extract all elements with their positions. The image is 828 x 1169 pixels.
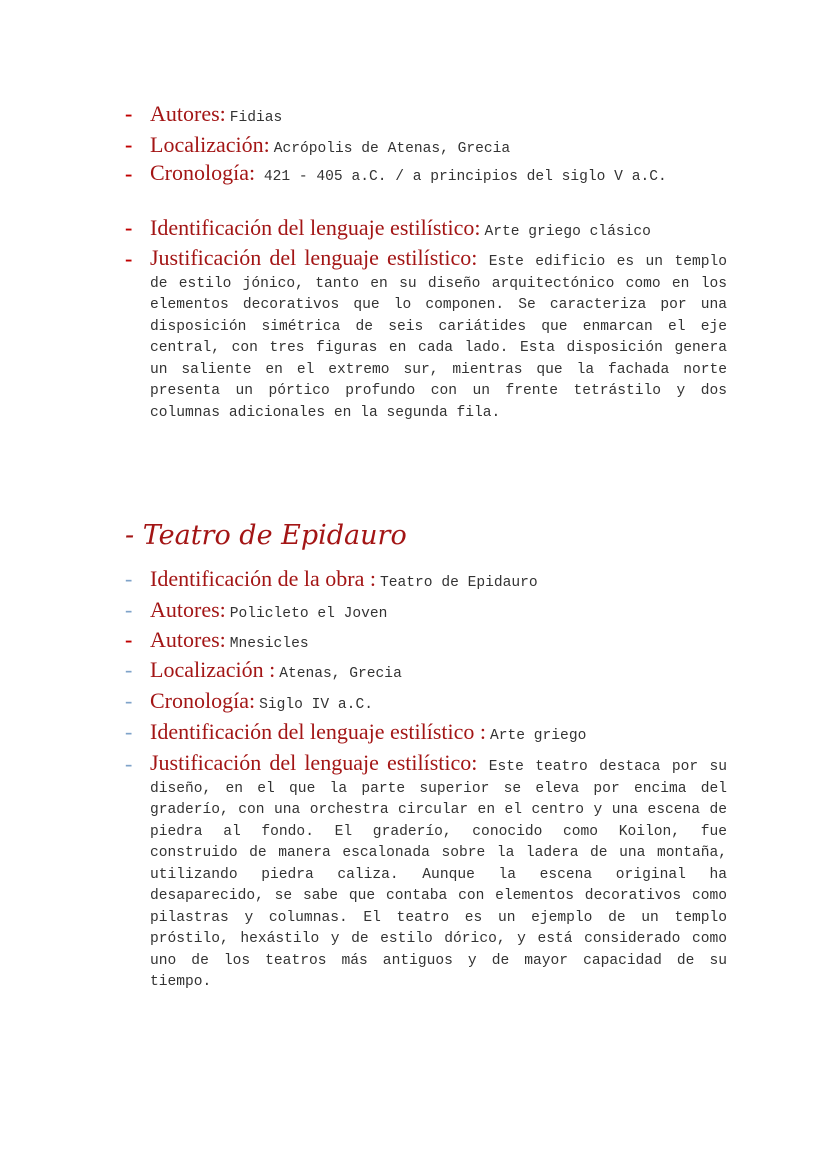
bullet-dash: - [125, 627, 133, 652]
field-label: Autores: [150, 627, 226, 652]
field-autores [125, 597, 727, 623]
bullet-dash: - [125, 246, 133, 271]
bullet-dash: - [125, 751, 133, 776]
bullet-dash: - [125, 215, 133, 240]
field-identificacion-lenguaje [125, 719, 727, 745]
field-value: Este edificio es un templo de estilo jónico, tanto en su diseño arquitectónico como en los elementos decorativos que lo componen. Se caracteriza por una disposición simétrica de seis cariátides que enmarcan el eje central, con tres figuras en cada lado. Esta disposición genera un saliente en el extremo sur, mientras que la fachada norte presenta un pórtico profundo con un frente tetrástilo y dos columnas adicionales en la segunda fila. [150, 254, 727, 421]
field-value: Acrópolis de Atenas, Grecia [273, 141, 511, 157]
field-value: Policleto el Joven [229, 606, 388, 622]
field-value: Siglo IV a.C. [259, 697, 373, 713]
field-label: Justificación del lenguaje estilístico: [150, 750, 478, 775]
field-value: Este teatro destaca por su diseño, en el que la parte superior se eleva por encima del graderío, con una orchestra circular en el centro y una escena de piedra al fondo. El graderío, conocido como Koilon, fue construido de manera escalonada sobre la ladera de una montaña, utilizando piedra caliza. Aunque la escena original ha desaparecido, se sabe que contaba con elementos decorativos como pilastras y columnas. El teatro es un ejemplo de un templo próstilo, hexástilo y de estilo dórico, y está considerado como uno de los teatros más antiguos y de mayor capacidad de su tiempo. [150, 759, 727, 990]
field-value: Arte griego clásico [484, 224, 651, 240]
field-label: Localización : [150, 657, 276, 682]
field-cronologia [125, 160, 727, 188]
bullet-dash: - [125, 688, 133, 713]
field-label: Autores: [150, 597, 226, 622]
field-value: Arte griego [490, 728, 587, 744]
field-value: Fidias [229, 110, 283, 126]
field-value: Teatro de Epidauro [380, 575, 538, 591]
field-value: Atenas, Grecia [279, 666, 402, 682]
field-label: Cronología: [150, 688, 256, 713]
field-value: Mnesicles [229, 636, 309, 652]
field-label: Identificación del lenguaje estilístico: [150, 215, 481, 240]
field-label: Autores: [150, 101, 226, 126]
field-label: Cronología: [150, 160, 256, 185]
bullet-dash: - [125, 161, 133, 186]
bullet-dash: - [125, 597, 133, 622]
field-localizacion [125, 132, 727, 158]
bullet-dash: - [125, 101, 133, 126]
field-identificacion-lenguaje [125, 215, 727, 241]
field-label: Justificación del lenguaje estilístico: [150, 245, 478, 270]
field-value: 421 - 405 a.C. / a principios del siglo V a.C. [263, 169, 667, 185]
section-heading: - Teatro de Epidauro [125, 520, 407, 551]
bullet-dash: - [125, 657, 133, 682]
field-justificacion-lenguaje [125, 245, 727, 424]
field-cronologia [125, 688, 727, 714]
bullet-dash: - [125, 719, 133, 744]
field-label: Identificación del lenguaje estilístico : [150, 719, 486, 744]
field-label: Identificación de la obra : [150, 566, 377, 591]
field-autores-2 [125, 627, 727, 653]
field-localizacion [125, 657, 727, 683]
field-label: Localización: [150, 132, 270, 157]
bullet-dash: - [125, 566, 133, 591]
bullet-dash: - [125, 132, 133, 157]
field-justificacion-lenguaje [125, 750, 727, 994]
field-identificacion-obra [125, 566, 727, 592]
field-autores [125, 101, 727, 127]
